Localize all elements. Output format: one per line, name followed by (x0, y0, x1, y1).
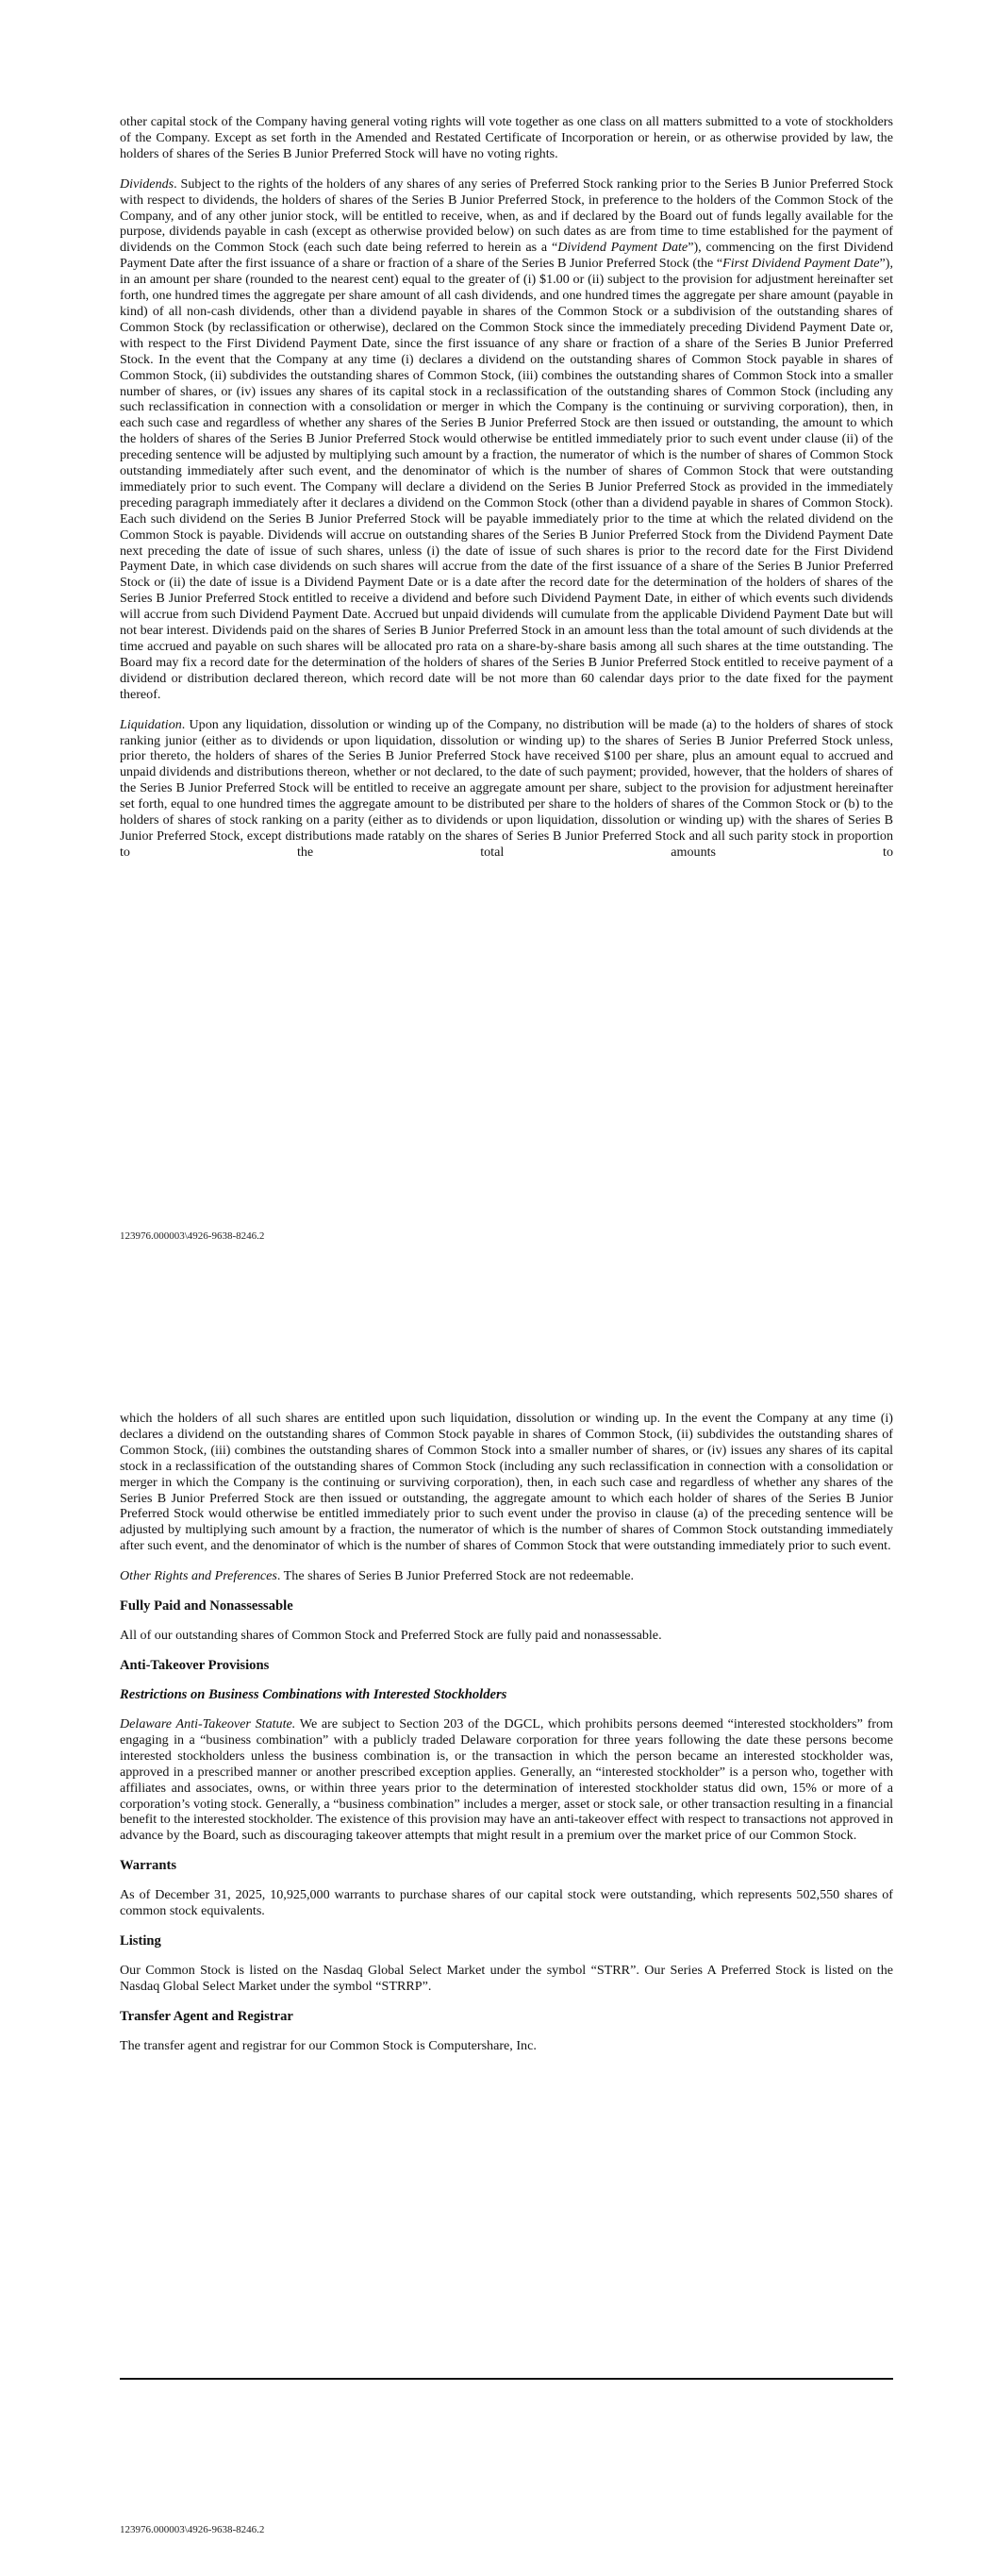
fully-paid-heading: Fully Paid and Nonassessable (120, 1598, 293, 1614)
liquidation-title: Liquidation (120, 716, 182, 732)
delaware-statute-paragraph (120, 1716, 893, 1844)
listing-paragraph: Our Common Stock is listed on the Nasdaq Global Select Market under the symbol “STRR”. Our Series A Preferred Stock is listed on the Nasdaq Global Select Market under the symbol “STRRP”. (120, 1963, 893, 1994)
liquidation-continuation-paragraph: which the holders of all such shares are entitled upon such liquidation, dissolution or winding up. In the event the Company at any time (i) declares a dividend on the outstanding shares of Common Stock payable in shares of Common Stock, (ii) subdivides the outstanding shares of Common Stock, (iii) combines the outstanding shares of Common Stock into a smaller number of shares, or (iv) issues any shares of its capital stock in a reclassification of the outstanding shares of Common Stock (including any such reclassification in connection with a consolidation or merger in which the Company is the continuing or surviving corporation), then, in each such case and regardless of whether any shares of the Series B Junior Preferred Stock are then issued or outstanding, the aggregate amount to which each holder of shares of the Series B Junior Preferred Stock would otherwise be entitled immediately prior to such event under the proviso in clause (a) of the preceding sentence will be adjusted by multiplying such amount by a fraction, the numerator of which is the number of shares of Common Stock outstanding immediately after such event, and the denominator of which is the number of shares of Common Stock that were outstanding immediately prior to such event. (120, 1411, 893, 1554)
voting-rights-paragraph: other capital stock of the Company having general voting rights will vote together as one class on all matters submitted to a vote of stockholders of the Company. Except as set forth in the Amended and Restated Certificate of Incorporation or herein, or as otherwise provided by law, the holders of shares of the Series B Junior Preferred Stock will have no voting rights. (120, 114, 893, 161)
liquidation-text: . Upon any liquidation, dissolution or winding up of the Company, no distribution will be made (a) to the holders of shares of stock ranking junior (either as to dividends or upon liquidation, dissolution or winding up) to the shares of Series B Junior Preferred Stock unless, prior thereto, the holders of shares of the Series B Junior Preferred Stock have received $100 per share, plus an amount equal to accrued and unpaid dividends and distributions thereon, whether or not declared, to the date of such payment; provided, however, that the holders of shares of the Series B Junior Preferred Stock will be entitled to receive an aggregate amount per share, subject to the provision for adjustment hereinafter set forth, equal to one hundred times the aggregate amount to be distributed per share to the holders of shares of the Common Stock or (b) to the holders of shares of stock ranking on a parity (either as to dividends or upon liquidation, dissolution or winding up) with the shares of Series B Junior Preferred Stock, except distributions made ratably on the shares of Series B Junior Preferred Stock and all such parity stock in proportion to the total amounts to (120, 716, 893, 860)
delaware-statute-text: We are subject to Section 203 of the DGCL, which prohibits persons deemed “interested stockholders” from engaging in a “business combination” with a publicly traded Delaware corporation for three years following the date these persons become interested stockholders unless the business combination is, or the transaction in which the person became an interested stockholder was, approved in a prescribed manner or another prescribed exception applies. Generally, an “interested stockholder” is a person who, together with affiliates and associates, owns, or within three years prior to the determination of interested stockholder status did own, 15% or more of a corporation’s voting stock. Generally, a “business combination” includes a merger, asset or stock sale, or other transaction resulting in a financial benefit to the interested stockholder. The existence of this provision may have an anti-takeover effect with respect to transactions not approved in advance by the Board, such as discouraging takeover attempts that might result in a premium over the market price of our Common Stock. (120, 1715, 893, 1844)
dividends-title: Dividends (120, 176, 174, 192)
restrictions-subheading: Restrictions on Business Combinations with Interested Stockholders (120, 1686, 507, 1702)
dividends-text-c: ”), in an amount per share (rounded to the nearest cent) equal to the greater of (i) $1.00 or (ii) subject to the provision for adjustment hereinafter set forth, one hundred times the aggregate per share amount of all cash dividends, and one hundred times the aggregate per share amount (payable in kind) of all non-cash dividends, other than a dividend payable in shares of the Common Stock or a subdivision of the outstanding shares of Common Stock (by reclassification or otherwise), declared on the Common Stock since the immediately preceding Dividend Payment Date or, with respect to the First Dividend Payment Date, since the first issuance of any share or fraction of a share of the Series B Junior Preferred Stock. In the event that the Company at any time (i) declares a dividend on the outstanding shares of Common Stock payable in shares of Common Stock, (ii) subdivides the outstanding shares of Common Stock, (iii) combines the outstanding shares of Common Stock into a smaller number of shares, or (iv) issues any shares of its capital stock in a reclassification of the outstanding shares of Common Stock (including any such reclassification in connection with a consolidation or merger in which the Company is the continuing or surviving corporation), then, in each such case and regardless of whether any shares of the Series B Junior Preferred Stock are then issued or outstanding, the amount to which the holders of shares of the Series B Junior Preferred Stock would otherwise be entitled immediately prior to such event under clause (ii) of the preceding sentence will be adjusted by multiplying such amount by a fraction, the numerator of which is the number of shares of Common Stock outstanding immediately after such event, and the denominator of which is the number of shares of Common Stock that were outstanding immediately prior to such event. The Company will declare a dividend on the Series B Junior Preferred Stock as provided in the immediately preceding paragraph immediately after it declares a dividend on the Common Stock (other than a dividend payable in shares of Common Stock). Each such dividend on the Series B Junior Preferred Stock will be payable immediately prior to the time at which the related dividend on the Common Stock is payable. Dividends will accrue on outstanding shares of the Series B Junior Preferred Stock from the Dividend Payment Date next preceding the date of issue of such shares, unless (i) the date of issue of such shares is prior to the record date for the First Dividend Payment Date, in which case dividends on such shares will accrue from the date of the first issuance of a share of the Series B Junior Preferred Stock or (ii) the date of issue is a Dividend Payment Date or is a date after the record date for the determination of the holders of shares of the Series B Junior Preferred Stock entitled to receive a dividend and before such Dividend Payment Date, in either of which events such dividends will accrue from such Dividend Payment Date. Accrued but unpaid dividends will cumulate from the applicable Dividend Payment Date but will not bear interest. Dividends paid on the shares of Series B Junior Preferred Stock in an amount less than the total amount of such dividends at the time accrued and payable on such shares will be allocated pro rata on a share-by-share basis among all such shares at the time outstanding. The Board may fix a record date for the determination of the holders of shares of the Series B Junior Preferred Stock entitled to receive payment of a dividend or distribution declared thereon, which record date will be not more than 60 calendar days prior to the date fixed for the payment thereof. (120, 256, 893, 702)
transfer-agent-heading: Transfer Agent and Registrar (120, 2008, 293, 2024)
delaware-statute-title: Delaware Anti-Takeover Statute. (120, 1715, 296, 1731)
page-2-footer-code: 123976.000003\4926-9638-8246.2 (120, 2524, 265, 2535)
first-dividend-payment-date-term: First Dividend Payment Date (722, 256, 880, 272)
other-rights-title: Other Rights and Preferences (120, 1568, 277, 1584)
listing-heading: Listing (120, 1933, 161, 1949)
fully-paid-paragraph: All of our outstanding shares of Common Stock and Preferred Stock are fully paid and nonassessable. (120, 1628, 662, 1644)
warrants-heading: Warrants (120, 1858, 176, 1874)
end-of-section-rule (120, 2378, 893, 2380)
transfer-agent-paragraph: The transfer agent and registrar for our Common Stock is Computershare, Inc. (120, 2037, 537, 2053)
dividends-text-a: . Subject to the rights of the holders of any shares of any series of Preferred Stock ranking prior to the Series B Junior Preferred Stock with respect to dividends, the holders of shares of the Series B Junior Preferred Stock, in preference to the holders of the Common Stock of the Company, and of any other junior stock, will be entitled to receive, when, as and if declared by the Board out of funds legally available for the purpose, dividends payable in cash (except as otherwise provided below) on such dates as are from time to time established for the payment of dividends on the Common Stock (each such date being referred to herein as a “ (120, 176, 893, 256)
other-rights-text: . The shares of Series B Junior Preferred Stock are not redeemable. (276, 1568, 635, 1584)
page-2 (120, 1411, 893, 2068)
liquidation-paragraph (120, 717, 893, 861)
page-1 (120, 114, 893, 875)
warrants-paragraph: As of December 31, 2025, 10,925,000 warrants to purchase shares of our capital stock were outstanding, which represents 502,550 shares of common stock equivalents. (120, 1887, 893, 1919)
page-1-footer-code: 123976.000003\4926-9638-8246.2 (120, 1230, 265, 1242)
dividend-payment-date-term: Dividend Payment Date (557, 240, 688, 256)
dividends-text-b: ”), commencing on the first Dividend Payment Date after the first issuance of a share or fraction of a share of the Series B Junior Preferred Stock (the “ (120, 240, 893, 272)
other-rights-paragraph (120, 1568, 893, 1584)
anti-takeover-heading: Anti-Takeover Provisions (120, 1657, 270, 1673)
dividends-paragraph (120, 176, 893, 703)
